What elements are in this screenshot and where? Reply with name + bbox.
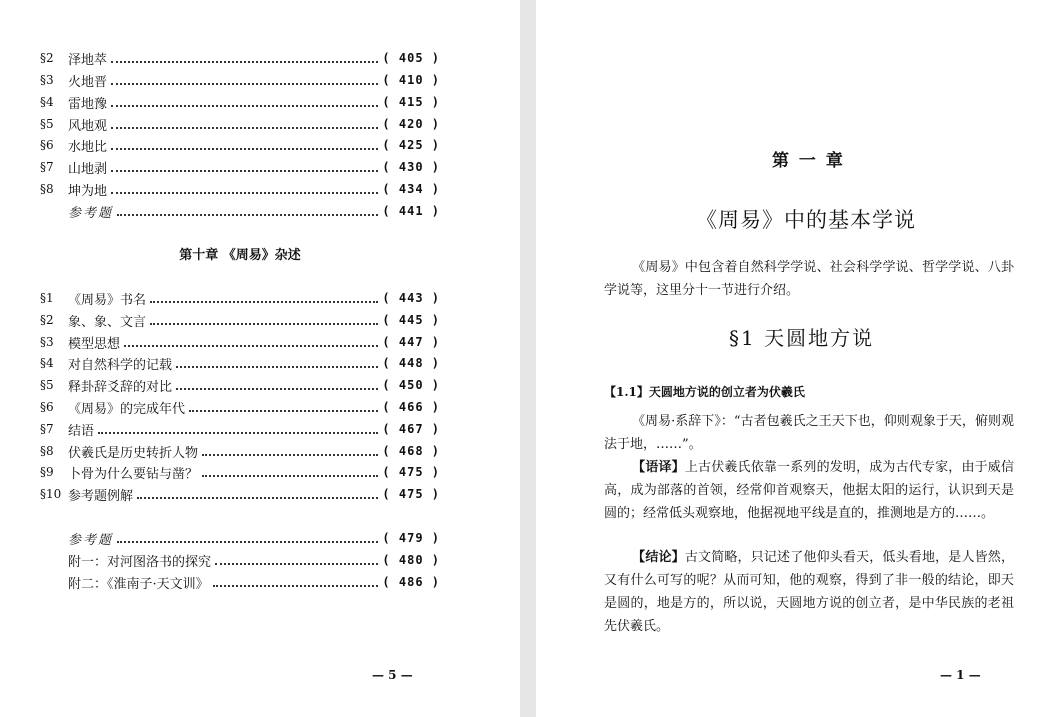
dot-leader: [111, 82, 378, 85]
page-gutter: [520, 0, 536, 717]
conclusion-text: 古文简略，只记述了他仰头看天，低头看地，是人皆然，又有什么可写的呢？从而可知，他的观察，得到了非一般的结论，即天是圆的，地是方的，所以说，天圆地方说的创立者，是中华民族的老祖先伏羲氏。: [604, 550, 1014, 634]
toc-page: ( 434 ): [382, 182, 440, 196]
toc-title: 泽地萃: [68, 52, 108, 68]
toc-title: 卜骨为什么要钻与凿？: [68, 466, 199, 482]
toc-number: §3: [40, 335, 54, 349]
toc-number: §9: [40, 465, 54, 479]
toc-row: [40, 462, 440, 482]
toc-title: 坤为地: [68, 183, 108, 199]
dot-leader: [213, 584, 379, 587]
toc-row: [40, 419, 440, 439]
dot-leader: [117, 540, 378, 543]
dot-leader: [189, 409, 378, 412]
toc-title: 附一：对河图洛书的探究: [68, 554, 212, 570]
dot-leader: [111, 60, 378, 63]
toc-page: ( 425 ): [382, 138, 440, 152]
toc-title: 伏羲氏是历史转折人物: [68, 445, 199, 461]
toc-row: [40, 441, 440, 461]
dot-leader: [137, 496, 378, 499]
toc-page: ( 466 ): [382, 400, 440, 414]
toc-title: 对自然科学的记载: [68, 357, 173, 373]
toc-page: ( 441 ): [382, 204, 440, 218]
translation-text: 上古伏羲氏依靠一系列的发明，成为古代专家，由于威信高，成为部落的首领，经常仰首观察天，他据太阳的运行，认识到天是圆的；经常低头观察地，他据视地平线是直的，推测地是方的……。: [604, 460, 1014, 521]
toc-page: ( 445 ): [382, 313, 440, 327]
toc-title: 《周易》的完成年代: [68, 401, 186, 417]
conclusion-label: 【结论】: [632, 550, 685, 565]
dot-leader: [150, 322, 378, 325]
toc-page: ( 420 ): [382, 117, 440, 131]
chapter-title: 《周易》中的基本学说: [696, 208, 916, 232]
toc-row: [40, 550, 440, 570]
toc-page: ( 405 ): [382, 51, 440, 65]
toc-number: §4: [40, 356, 54, 370]
toc-number: §5: [40, 378, 54, 392]
toc-page: ( 448 ): [382, 356, 440, 370]
toc-number: §3: [40, 73, 54, 87]
dot-leader: [176, 387, 378, 390]
dot-leader: [111, 126, 378, 129]
toc-row: [40, 332, 440, 352]
dot-leader: [124, 344, 378, 347]
toc-title: 《周易》书名: [68, 292, 147, 308]
dot-leader: [202, 474, 378, 477]
toc-title: 释卦辞爻辞的对比: [68, 379, 173, 395]
dot-leader: [111, 169, 378, 172]
toc-title: 结语: [68, 423, 95, 439]
toc-row: [40, 157, 440, 177]
toc-row: [40, 572, 440, 592]
dot-leader: [98, 431, 378, 434]
toc-number: §6: [40, 138, 54, 152]
page-number: — 5 —: [372, 668, 413, 682]
toc-row: [40, 114, 440, 134]
toc-title: 雷地豫: [68, 96, 108, 112]
dot-leader: [215, 562, 378, 565]
toc-page: ( 475 ): [382, 487, 440, 501]
toc-row: [40, 48, 440, 68]
toc-page: ( 450 ): [382, 378, 440, 392]
toc-number: §7: [40, 422, 54, 436]
toc-page: ( 415 ): [382, 95, 440, 109]
toc-page: ( 475 ): [382, 465, 440, 479]
translation-label: 【语译】: [632, 460, 685, 475]
toc-title: 参考题例解: [68, 488, 134, 504]
quote-text: 《周易·系辞下》：“古者包羲氏之王天下也，仰则观象于天，俯则观法于地，……”。: [604, 414, 1014, 452]
toc-row: [40, 528, 440, 548]
toc-number: §1: [40, 291, 54, 305]
toc-title: 水地比: [68, 139, 108, 155]
quote-paragraph: [604, 410, 1014, 456]
dot-leader: [176, 365, 378, 368]
dot-leader: [150, 300, 378, 303]
toc-title: 模型思想: [68, 336, 121, 352]
dot-leader: [111, 191, 378, 194]
toc-page: ( 486 ): [382, 575, 440, 589]
toc-title: 山地剥: [68, 161, 108, 177]
toc-title: 参考题: [68, 532, 114, 548]
toc-page: ( 467 ): [382, 422, 440, 436]
toc-page: ( 443 ): [382, 291, 440, 305]
toc-row: [40, 288, 440, 308]
toc-title: 参考题: [68, 205, 114, 221]
toc-row: [40, 179, 440, 199]
toc-title: 附二：《淮南子·天文训》: [68, 576, 209, 592]
toc-title: 象、象、文言: [68, 314, 147, 330]
dot-leader: [111, 147, 378, 150]
toc-page: ( 468 ): [382, 444, 440, 458]
subsection-heading: 【1.1】天圆地方说的创立者为伏羲氏: [604, 385, 805, 399]
toc-page: ( 430 ): [382, 160, 440, 174]
intro-paragraph: [604, 256, 1014, 302]
toc-number: §5: [40, 117, 54, 131]
chapter-heading: 第十章 《周易》杂述: [179, 248, 301, 263]
toc-row: [40, 70, 440, 90]
toc-row: [40, 353, 440, 373]
toc-number: §2: [40, 51, 54, 65]
toc-row: [40, 135, 440, 155]
toc-number: §4: [40, 95, 54, 109]
toc-title: 风地观: [68, 118, 108, 134]
dot-leader: [111, 104, 378, 107]
right-page: [536, 0, 1055, 717]
toc-row: [40, 310, 440, 330]
translation-paragraph: [604, 456, 1014, 525]
chapter-label: 第 一 章: [772, 151, 845, 171]
toc-number: §2: [40, 313, 54, 327]
left-page: [0, 0, 520, 717]
intro-text: 《周易》中包含着自然科学学说、社会科学学说、哲学学说、八卦学说等，这里分十一节进行介绍。: [604, 260, 1014, 298]
toc-number: §7: [40, 160, 54, 174]
toc-number: §6: [40, 400, 54, 414]
dot-leader: [202, 453, 378, 456]
toc-title: 火地晋: [68, 74, 108, 90]
toc-row: [40, 484, 440, 504]
page-number: — 1 —: [940, 668, 981, 682]
toc-row: [40, 375, 440, 395]
toc-number: §8: [40, 444, 54, 458]
toc-row: [40, 397, 440, 417]
toc-page: ( 410 ): [382, 73, 440, 87]
toc-page: ( 479 ): [382, 531, 440, 545]
conclusion-paragraph: [604, 546, 1014, 638]
dot-leader: [117, 213, 378, 216]
section-heading: §1 天圆地方说: [729, 326, 875, 350]
toc-row: [40, 201, 440, 221]
toc-row: [40, 92, 440, 112]
toc-page: ( 447 ): [382, 335, 440, 349]
toc-number: §10: [40, 487, 62, 501]
toc-page: ( 480 ): [382, 553, 440, 567]
toc-number: §8: [40, 182, 54, 196]
